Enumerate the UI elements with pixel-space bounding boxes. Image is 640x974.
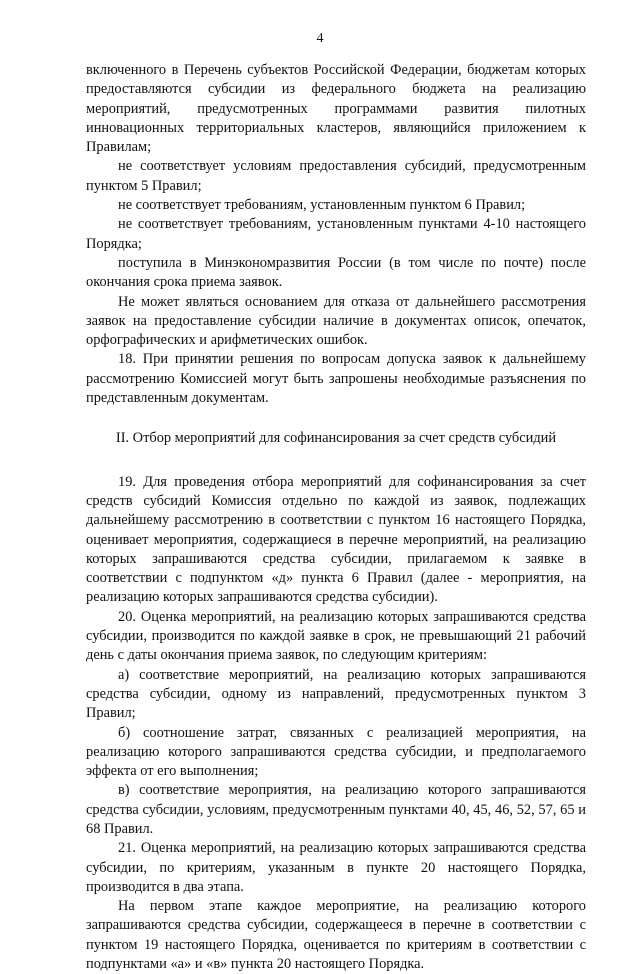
paragraph-item-20: 20. Оценка мероприятий, на реализацию которых запрашиваются средства субсидии, производится по каждой заявке в срок, не превышающий 21 рабочий день с даты окончания приема заявок, по следующим критериям: (86, 608, 586, 664)
paragraph-late-submission: поступила в Минэкономразвития России (в том числе по почте) после окончания срока приема заявок. (86, 254, 586, 291)
paragraph-condition-6: не соответствует требованиям, установленным пунктом 6 Правил; (118, 197, 526, 214)
paragraph-condition-5: не соответствует условиям предоставления субсидий, предусмотренным пунктом 5 Правил; (86, 158, 586, 194)
paragraph-criterion-v: в) соответствие мероприятия, на реализацию которого запрашиваются средства субсидии, условиям, предусмотренным пунктами 40, 45, 46, 52, 57, 65 и 68 Правил. (86, 782, 586, 837)
page-number: 4 (316, 31, 324, 46)
paragraph-first-stage: На первом этапе каждое мероприятие, на реализацию которого запрашиваются средства субсидии, содержащееся в перечне в соответствии с пунктом 19 настоящего Порядка, оценивается по критериям в соответствии с подпунктами «а» и «в» пункта 20 настоящего Порядка. (86, 898, 586, 973)
paragraph-criterion-b: б) соотношение затрат, связанных с реализацией мероприятия, на реализацию которого запрашиваются средства субсидии, и предполагаемого эффекта от его выполнения; (86, 724, 586, 780)
paragraph-condition-4-10: не соответствует требованиям, установленным пунктами 4-10 настоящего Порядка; (86, 216, 586, 252)
document-body (86, 61, 586, 974)
paragraph-item-19: 19. Для проведения отбора мероприятий для софинансирования за счет средств субсидий Комиссия отдельно по каждой из заявок, подлежащих дальнейшему рассмотрению в соответствии с пунктом 16 настоящего Порядка, оценивает мероприятия, содержащиеся в перечне мероприятий, на реализацию которых запрашиваются средства субсидии, прилагаемом к заявке в соответствии с подпунктом «д» пункта 6 Правил (далее - мероприятия, на реализацию которых запрашиваются средства субсидии). (86, 473, 586, 606)
paragraph-criterion-a: а) соответствие мероприятий, на реализацию которых запрашиваются средства субсидии, одному из направлений, предусмотренных пунктом 3 Правил; (86, 666, 586, 722)
paragraph-typos-note: Не может являться основанием для отказа от дальнейшего рассмотрения заявок на предоставление субсидии наличие в документах описок, опечаток, орфографических и арифметических ошибок. (86, 293, 586, 349)
paragraph-item-21: 21. Оценка мероприятий, на реализацию которых запрашиваются средства субсидии, по критериям, указанным в пункте 20 настоящего Порядка, производится в два этапа. (86, 840, 586, 895)
paragraph-continuation: включенного в Перечень субъектов Российской Федерации, бюджетам которых предоставляются субсидии из федерального бюджета на реализацию мероприятий, предусмотренных программами развития пилотных инновационных территориальных кластеров, являющийся приложением к Правилам; (86, 62, 586, 156)
paragraph-item-18: 18. При принятии решения по вопросам допуска заявок к дальнейшему рассмотрению Комиссией могут быть запрошены необходимые разъяснения по представленным документам. (86, 351, 586, 407)
section-heading: II. Отбор мероприятий для софинансирования за счет средств субсидий (115, 430, 557, 447)
